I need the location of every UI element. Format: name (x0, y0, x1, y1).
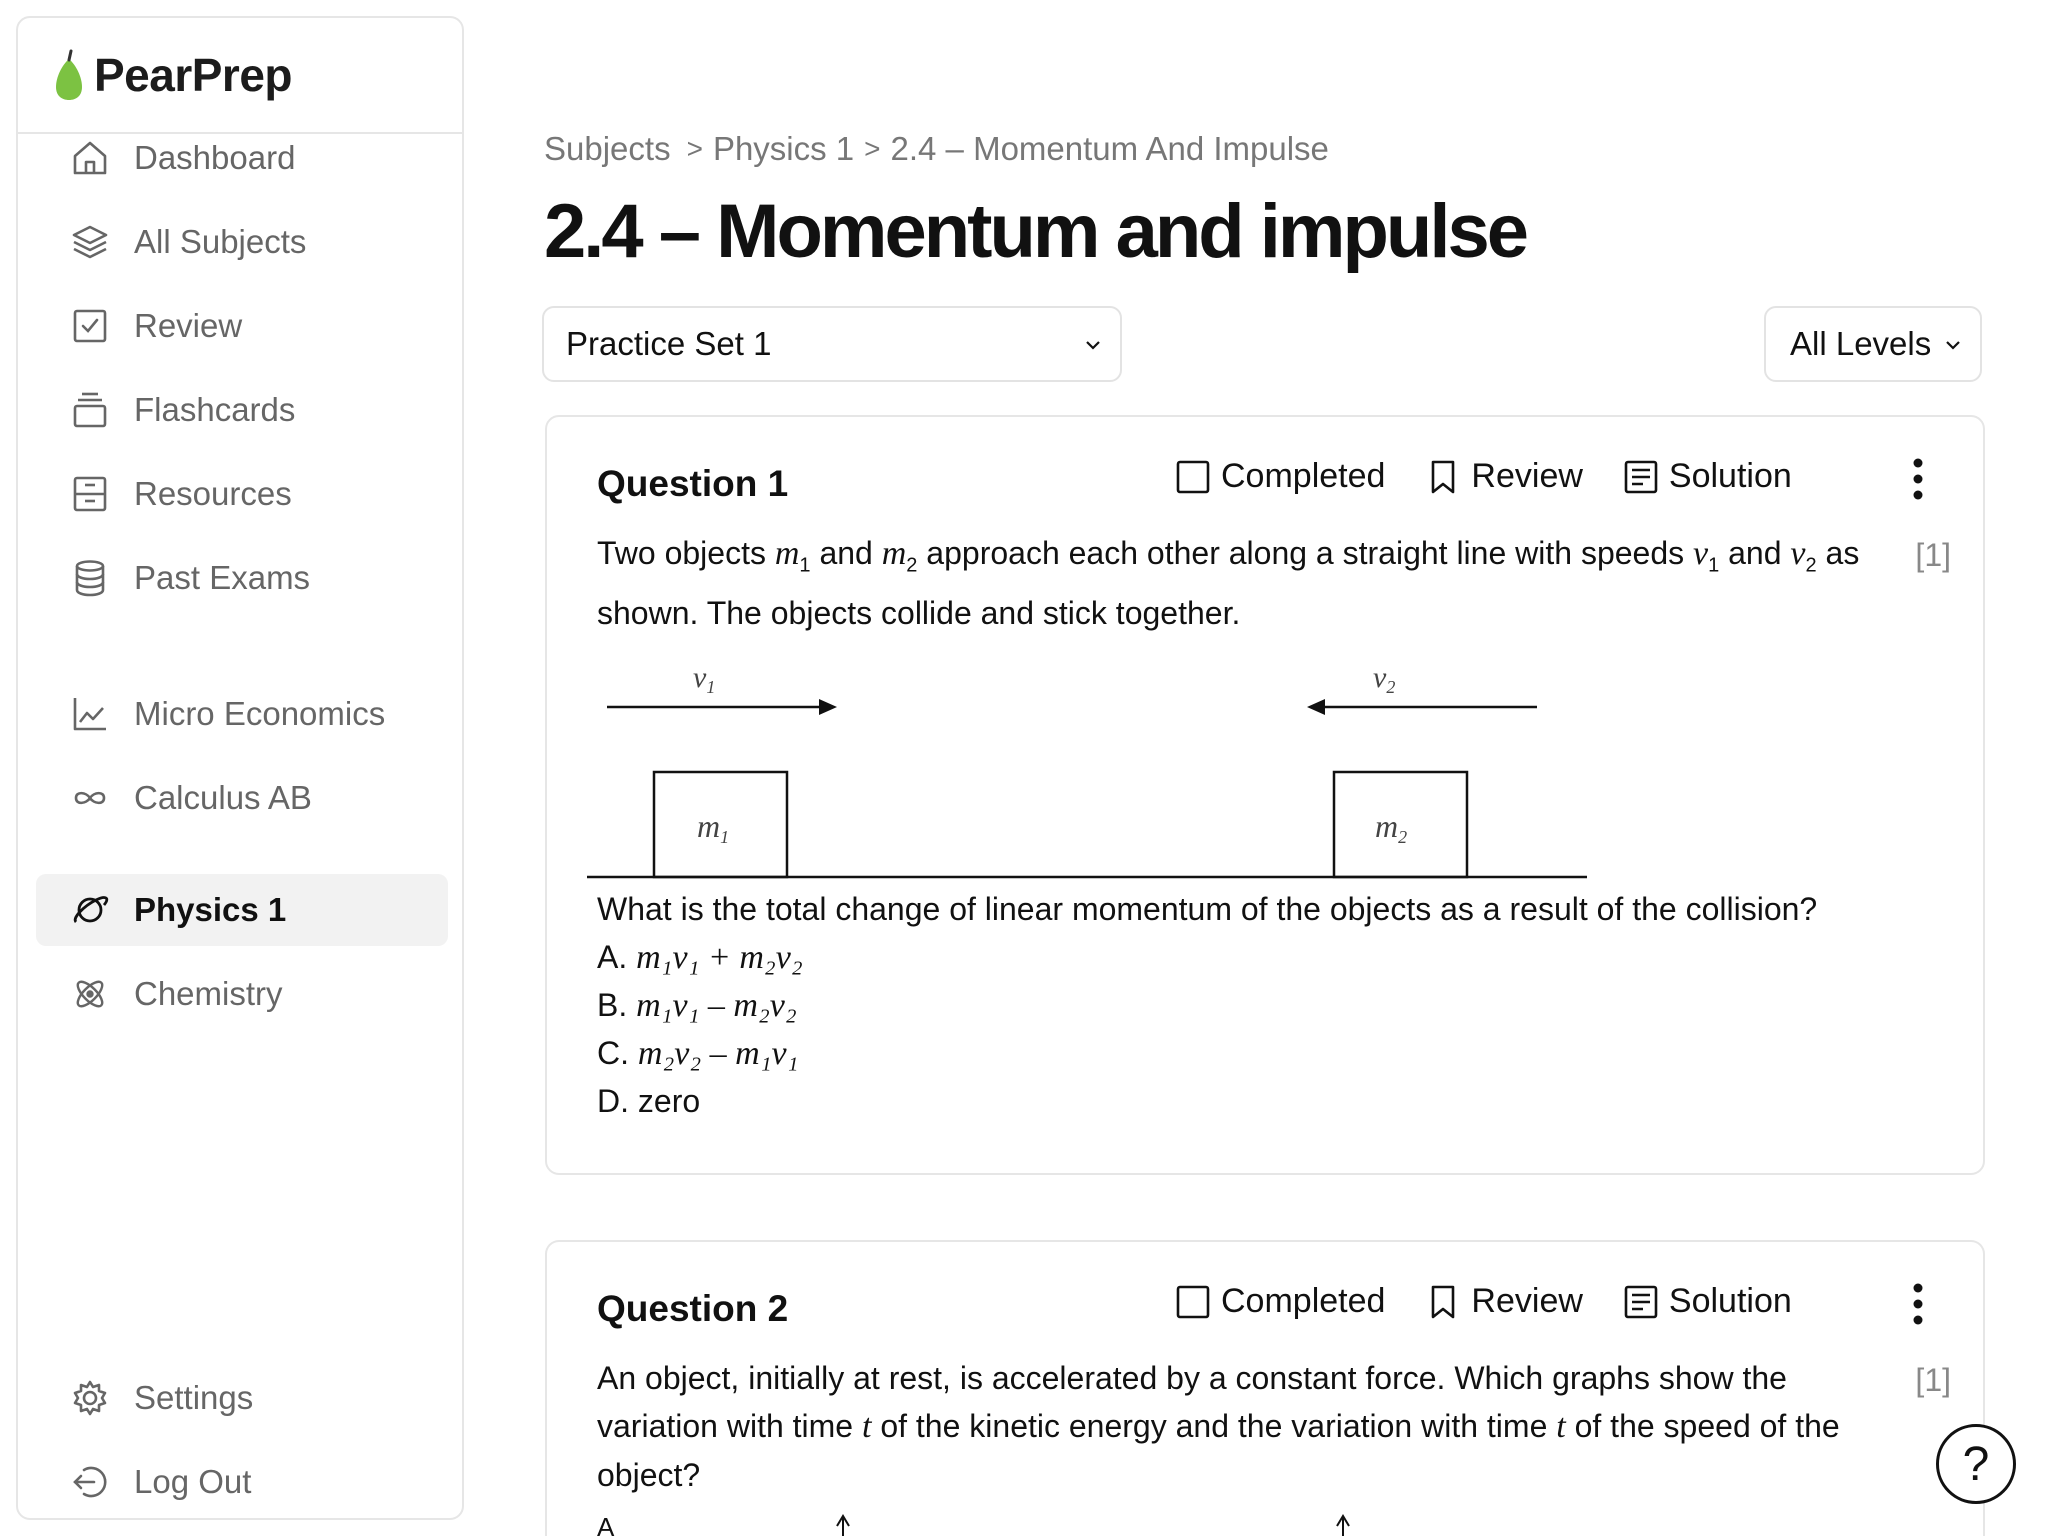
sidebar (16, 16, 464, 1520)
question-title: Question 2 (597, 1288, 789, 1329)
chevron-down-icon (1080, 332, 1106, 358)
sidebar-item-label: Dashboard (134, 139, 296, 176)
m1-label: m1 (697, 808, 730, 847)
archive-icon (70, 474, 110, 514)
bookmark-icon (1425, 1284, 1461, 1320)
brand-name: PearPrep (94, 49, 293, 101)
option-b[interactable]: B. m₁v₁ – m₂v₂ (597, 987, 797, 1024)
question-marks: [1] (1915, 537, 1951, 573)
sidebar-item-chemistry[interactable] (36, 958, 448, 1030)
sidebar-item-all-subjects[interactable] (36, 206, 448, 278)
bookmark-icon (1425, 459, 1461, 495)
review-label: Review (1471, 457, 1583, 495)
breadcrumb (544, 130, 1329, 168)
sidebar-item-settings[interactable] (36, 1362, 448, 1434)
v1-arrow (607, 699, 837, 715)
sidebar-item-label: Settings (134, 1379, 254, 1416)
option-a[interactable]: A. m₁v₁ + m₂v₂ (597, 939, 803, 976)
review-label: Review (1471, 1282, 1583, 1320)
breadcrumb-separator: > (864, 133, 881, 164)
question-actions (1175, 1282, 1832, 1321)
breadcrumb-subjects[interactable]: Subjects (544, 130, 671, 167)
completed-label: Completed (1221, 457, 1386, 495)
solution-label: Solution (1668, 457, 1792, 495)
graphs-preview (597, 1512, 1597, 1536)
layers-icon (70, 222, 110, 262)
completed-label: Completed (1221, 1282, 1386, 1320)
sidebar-item-review[interactable] (36, 290, 448, 362)
sidebar-item-label: Log Out (134, 1463, 252, 1500)
completed-toggle[interactable] (1175, 1282, 1385, 1321)
review-button[interactable] (1425, 457, 1582, 496)
sidebar-item-physics-1[interactable] (36, 874, 448, 946)
question-actions (1175, 457, 1832, 496)
completed-toggle[interactable] (1175, 457, 1385, 496)
level-select[interactable] (1764, 306, 1982, 382)
pear-logo-icon (52, 49, 86, 101)
atom-icon (70, 974, 110, 1014)
line-chart-icon (70, 694, 110, 734)
checkbox-empty-icon (1175, 1284, 1211, 1320)
question-card (545, 415, 1985, 1175)
question-text: Two objects $m_1$ and $m_2$ approach each other along a straight line with speeds $v_1$ and $v_2$ as shown. The objects collide and stick together. (597, 535, 1860, 632)
sidebar-item-label: Chemistry (134, 975, 283, 1012)
sidebar-item-flashcards[interactable] (36, 374, 448, 446)
sidebar-item-label: Review (134, 307, 243, 344)
document-icon (1623, 1284, 1659, 1320)
v2-arrow (1307, 699, 1537, 715)
option-c[interactable]: C. m₂v₂ – m₁v₁ (597, 1035, 799, 1072)
graph-label-a: A (597, 1512, 615, 1536)
sidebar-item-resources[interactable] (36, 458, 448, 530)
m1-block (654, 772, 787, 877)
logout-icon (70, 1462, 110, 1502)
question-prompt: What is the total change of linear momentum of the objects as a result of the collision? (597, 891, 1818, 927)
sidebar-item-label: All Subjects (134, 223, 307, 260)
sidebar-item-label: Physics 1 (134, 891, 287, 928)
v1-label: $v_1$ (693, 661, 716, 697)
home-icon (70, 138, 110, 178)
checkbox-icon (70, 306, 110, 346)
collision-diagram (587, 632, 1597, 882)
breadcrumb-current: 2.4 – Momentum And Impulse (890, 130, 1329, 167)
m2-label: m2 (1375, 808, 1408, 847)
question-card (545, 1240, 1985, 1536)
checkbox-empty-icon (1175, 459, 1211, 495)
sidebar-item-label: Past Exams (134, 559, 311, 596)
sidebar-item-calculus-ab[interactable] (36, 762, 448, 834)
page-title: 2.4 – Momentum and impulse (544, 189, 1526, 274)
sidebar-item-log-out[interactable] (36, 1446, 448, 1518)
solution-button[interactable] (1623, 1282, 1792, 1321)
gear-icon (70, 1378, 110, 1418)
breadcrumb-physics-1[interactable]: Physics 1 (712, 130, 855, 167)
practice-set-value: Practice Set 1 (566, 325, 772, 362)
sidebar-item-label: Flashcards (134, 391, 296, 428)
question-marks: [1] (1915, 1362, 1951, 1398)
document-icon (1623, 459, 1659, 495)
sidebar-item-past-exams[interactable] (36, 542, 448, 614)
database-icon (70, 558, 110, 598)
help-button[interactable]: ? (1936, 1424, 2016, 1504)
v2-label: $v_2$ (1373, 661, 1396, 697)
chevron-down-icon (1940, 332, 1966, 358)
option-d[interactable]: D. zero (597, 1083, 701, 1119)
review-button[interactable] (1425, 1282, 1582, 1321)
level-value: All Levels (1790, 325, 1932, 362)
more-options-icon[interactable] (1911, 457, 1925, 501)
m2-block (1334, 772, 1467, 877)
question-text: An object, initially at rest, is accelerated by a constant force. Which graphs show the variation with time t of the kinetic energy and the variation with time t of the speed of the object? (597, 1360, 1840, 1493)
breadcrumb-separator: > (686, 133, 703, 164)
practice-set-select[interactable] (542, 306, 1122, 382)
sidebar-item-label: Resources (134, 475, 292, 512)
more-options-icon[interactable] (1911, 1282, 1925, 1326)
solution-button[interactable] (1623, 457, 1792, 496)
sidebar-item-label: Calculus AB (134, 779, 312, 816)
cards-stack-icon (70, 390, 110, 430)
sidebar-item-micro-economics[interactable] (36, 678, 448, 750)
planet-icon (70, 890, 110, 930)
infinity-icon (70, 778, 110, 818)
sidebar-item-label: Micro Economics (134, 695, 386, 732)
question-title: Question 1 (597, 463, 789, 504)
solution-label: Solution (1668, 1282, 1792, 1320)
brand[interactable] (18, 18, 462, 134)
sidebar-item-dashboard[interactable] (36, 122, 448, 194)
